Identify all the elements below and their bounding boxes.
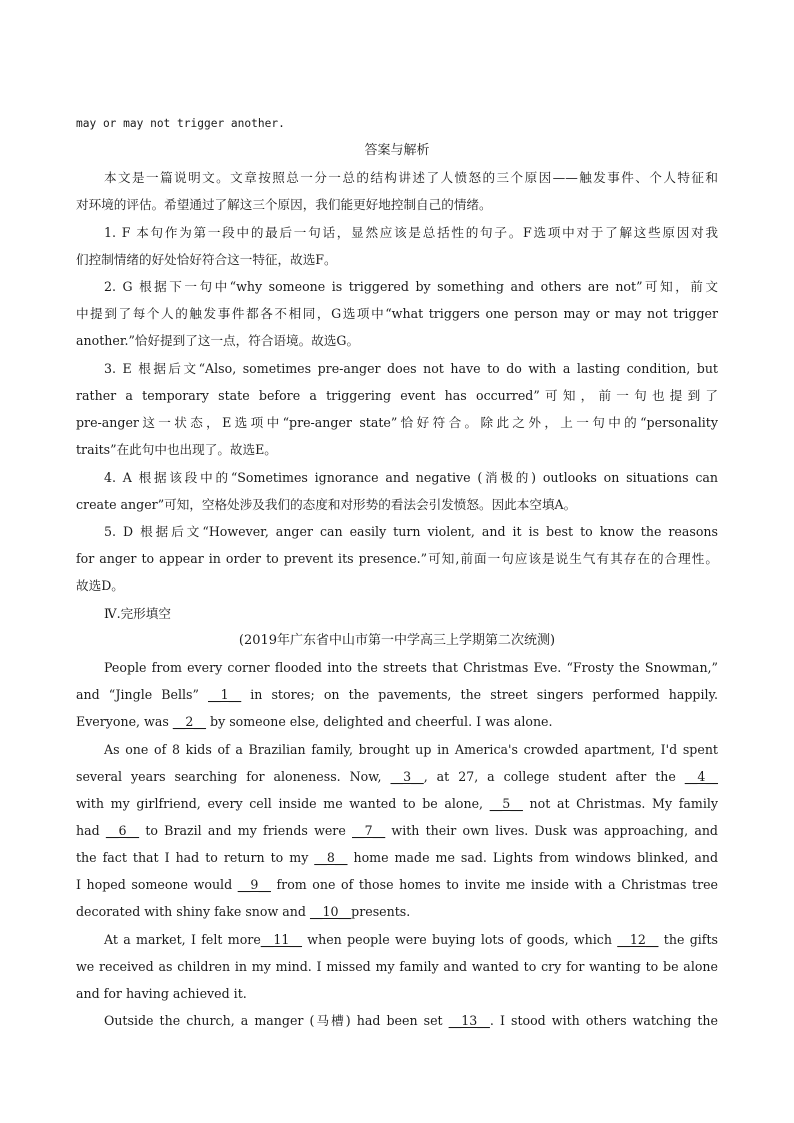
blank-2[interactable]: __2__ [172,714,207,729]
explanation-5-line: for anger to appear in order to prevent its presence.”可知,前面一句应该是说生气有其存在的合理性。 [76,551,718,566]
passage-source: (2019年广东省中山市第一中学高三上学期第二次统测) [238,633,556,648]
explanation-3-line: 3. E 根据后文“Also, sometimes pre-anger does not have to do with a lasting condition, but [104,361,718,376]
passage-line: several years searching for aloneness. Now, __3__, at 27, a college student after the __4__ [76,769,718,784]
passage-line: I hoped someone would __9__ from one of those homes to invite me inside with a Christmas tree [76,877,719,892]
blank-7[interactable]: __7__ [352,823,386,838]
blank-12[interactable]: __12__ [617,932,659,947]
passage-line: At a market, I felt more__11__ when people were buying lots of goods, which __12__ the gifts [104,932,718,947]
blank-6[interactable]: __6__ [105,823,140,838]
blank-1[interactable]: __1__ [208,687,242,702]
passage-line: and “Jingle Bells” __1__ in stores; on the pavements, the street singers performed happily. [76,687,718,702]
explanation-1-line: 们控制情绪的好处恰好符合这一特征，故选F。 [76,252,337,267]
blank-5[interactable]: __5__ [489,796,523,811]
passage-line: People from every corner flooded into the streets that Christmas Eve. “Frosty the Snowman,” [104,660,718,675]
intro-tail-line: may or may not trigger another. [76,117,285,130]
answer-heading: 答案与解析 [364,143,430,158]
explanation-4-line: 4. A 根据该段中的“Sometimes ignorance and negative (消极的) outlooks on situations can [104,470,718,485]
blank-4[interactable]: __4__ [684,769,718,784]
explanation-2-line: another.”恰好提到了这一点，符合语境。故选G。 [76,333,360,348]
passage-line: the fact that I had to return to my __8__ home made me sad. Lights from windows blinked, and [76,850,719,865]
explanation-4-line: create anger”可知，空格处涉及我们的态度和对形势的看法会引发愤怒。因此本空填A。 [76,497,577,512]
passage-line: As one of 8 kids of a Brazilian family, brought up in America's crowded apartment, I'd spent [104,742,718,757]
explanation-3-line: traits”在此句中也出现了。故选E。 [76,442,277,457]
summary-line: 对环境的评估。希望通过了解这三个原因，我们能更好地控制自己的情绪。 [76,197,492,212]
explanation-5-line: 故选D。 [76,578,124,593]
explanation-3-line: pre-anger这一状态，E选项中“pre-anger state”恰好符合。除此之外，上一句中的“personality [76,415,718,430]
passage-line: we received as children in my mind. I missed my family and wanted to cry for wanting to be alone [76,959,718,974]
blank-9[interactable]: __9__ [237,877,271,892]
section-title: Ⅳ.完形填空 [104,606,171,621]
passage-line: with my girlfriend, every cell inside me wanted to be alone, __5__ not at Christmas. My family [76,796,718,811]
blank-8[interactable]: __8__ [314,850,348,865]
explanation-3-line: rather a temporary state before a triggering event has occurred”可知，前一句也提到了 [76,388,718,403]
explanation-2-line: 中提到了每个人的触发事件都各不相同，G选项中“what triggers one person may or may not trigger [76,306,718,321]
blank-11[interactable]: __11__ [260,932,302,947]
blank-3[interactable]: __3__ [390,769,424,784]
summary-line: 本文是一篇说明文。文章按照总一分一总的结构讲述了人愤怒的三个原因——触发事件、个人特征和 [104,170,718,185]
blank-10[interactable]: __10__ [309,904,352,919]
explanation-1-line: 1. F 本句作为第一段中的最后一句话，显然应该是总括性的句子。F选项中对于了解这些原因对我 [104,225,718,240]
passage-line: had __6__ to Brazil and my friends were __7__ with their own lives. Dusk was approaching, and [76,823,718,838]
passage-line: and for having achieved it. [76,986,247,1001]
blank-13[interactable]: __13__ [448,1013,490,1028]
passage-line: decorated with shiny fake snow and __10__presents. [76,904,411,919]
passage-line: Outside the church, a manger (马槽) had been set __13__. I stood with others watching the [104,1013,718,1028]
explanation-5-line: 5. D 根据后文“However, anger can easily turn violent, and it is best to know the reasons [104,524,718,539]
passage-line: Everyone, was __2__ by someone else, delighted and cheerful. I was alone. [76,714,553,729]
explanation-2-line: 2. G 根据下一句中“why someone is triggered by something and others are not”可知，前文 [104,279,718,294]
